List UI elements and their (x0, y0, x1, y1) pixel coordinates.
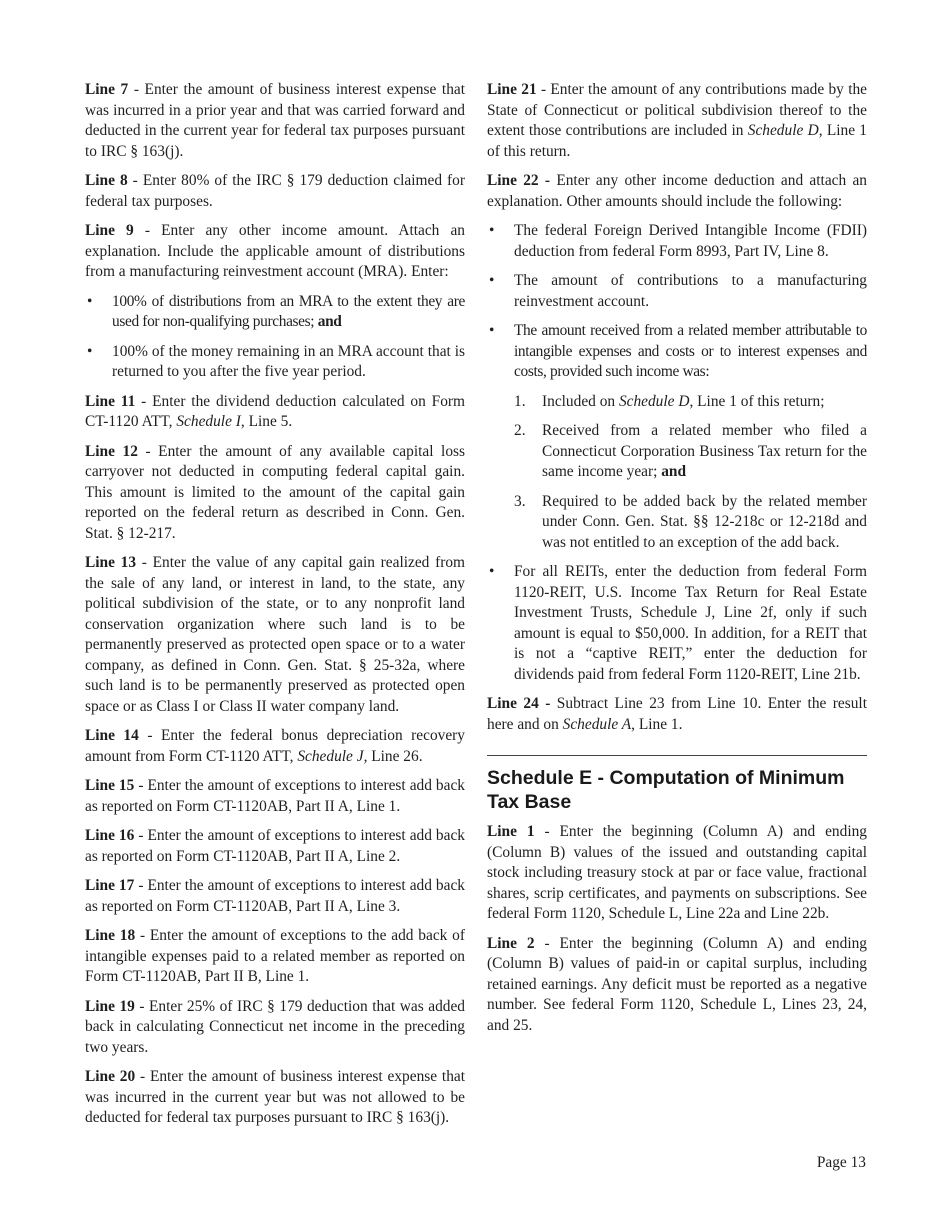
schedule-e-line-2-instruction: Line 2 - Enter the beginning (Column A) and ending (Column B) values of paid-in or capital surplus, including retained earnings. Any deficit must be reported as a negative number. See federal Form 1120, Schedule L, Lines 23, 24, and 25. (487, 934, 867, 1034)
numbered-item: 2. Received from a related member who filed a Connecticut Corporation Business Tax return for the same income year; and (514, 422, 867, 480)
schedule-e-line-1-instruction: Line 1 - Enter the beginning (Column A) and ending (Column B) values of the issued and outstanding capital stock including treasury stock at par or face value, fractional shares, scrip certificates, and payments on subscriptions. See federal Form 1120, Schedule L, Line 22a and Line 22b. (487, 823, 867, 922)
line-14-instruction: Line 14 - Enter the federal bonus depreciation recovery amount from Form CT-1120 ATT, Schedule J, Line 26. (85, 727, 465, 765)
numbered-item: 3. Required to be added back by the related member under Conn. Gen. Stat. §§ 12-218c or 12-218d and was not entitled to an exception of the add back. (514, 492, 867, 551)
line-20-instruction: Line 20 - Enter the amount of business interest expense that was incurred in the current year but was not allowed to be deducted for federal tax purposes pursuant to IRC § 163(j). (85, 1068, 465, 1126)
right-column (487, 80, 867, 1045)
list-item: • The amount of contributions to a manufacturing reinvestment account. (487, 271, 867, 312)
schedule-e-heading: Schedule E - Computation of Minimum Tax Base (487, 767, 845, 813)
line-9-instruction: Line 9 - Enter any other income amount. Attach an explanation. Include the applicable amount of distributions from a manufacturing reinvestment account (MRA). Enter: (85, 222, 465, 280)
line-11-instruction: Line 11 - Enter the dividend deduction calculated on Form CT-1120 ATT, Schedule I, Line 5. (85, 392, 465, 430)
section-divider (487, 755, 867, 756)
line-22-numbered-list (487, 392, 867, 554)
line-21-instruction: Line 21 - Enter the amount of any contributions made by the State of Connecticut or political subdivision thereof to the extent those contributions are included in Schedule D, Line 1 of this return. (487, 81, 868, 160)
line-24-instruction: Line 24 - Subtract Line 23 from Line 10. Enter the result here and on Schedule A, Line 1. (487, 695, 867, 733)
left-column (85, 80, 465, 1138)
line-9-bullet-list (85, 292, 465, 383)
list-item: • For all REITs, enter the deduction from federal Form 1120-REIT, U.S. Income Tax Return for Real Estate Investment Trusts, Schedule J, Line 2f, only if such amount is equal to $50,000. In addition, for a REIT that is not a “captive REIT,” enter the deduction for dividends paid from federal Form 1120-REIT, Line 21b. (487, 562, 867, 685)
list-item: • The amount received from a related member attributable to intangible expenses and costs or to interest expenses and costs, provided such income was: (487, 321, 867, 383)
line-15-instruction: Line 15 - Enter the amount of exceptions to interest add back as reported on Form CT-1120AB, Part II A, Line 1. (85, 777, 465, 815)
list-item: • The federal Foreign Derived Intangible Income (FDII) deduction from federal Form 8993, Part IV, Line 8. (487, 221, 867, 262)
line-17-instruction: Line 17 - Enter the amount of exceptions to interest add back as reported on Form CT-1120AB, Part II A, Line 3. (85, 877, 465, 915)
numbered-item: 1. Included on Schedule D, Line 1 of this return; (514, 392, 825, 410)
line-19-instruction: Line 19 - Enter 25% of IRC § 179 deduction that was added back in calculating Connecticut net income in the preceding two years. (85, 997, 466, 1056)
list-item: • 100% of the money remaining in an MRA account that is returned to you after the five year period. (85, 342, 465, 383)
list-item: • 100% of distributions from an MRA to the extent they are used for non-qualifying purchases; and (85, 292, 465, 333)
line-8-instruction: Line 8 - Enter 80% of the IRC § 179 deduction claimed for federal tax purposes. (85, 172, 465, 210)
line-13-instruction: Line 13 - Enter the value of any capital gain realized from the sale of any land, or interest in land, to the state, any political subdivision of the state, or to any nonprofit land conservation organization where such land is to be permanently preserved as protected open space or to a water company, as defined in Conn. Gen. Stat. § 25-32a, where such land is to be permanently preserved as protected open space or as Class I or Class II water company land. (85, 554, 466, 715)
line-16-instruction: Line 16 - Enter the amount of exceptions to interest add back as reported on Form CT-1120AB, Part II A, Line 2. (85, 827, 465, 865)
line-22-instruction: Line 22 - Enter any other income deduction and attach an explanation. Other amounts should include the following: (487, 172, 867, 210)
page-number: Page 13 (816, 1154, 866, 1171)
line-18-instruction: Line 18 - Enter the amount of exceptions to the add back of intangible expenses paid to a related member as reported on Form CT-1120AB, Part II B, Line 1. (85, 927, 465, 985)
line-22-reit-bullet (487, 562, 867, 685)
line-22-bullet-list (487, 221, 867, 383)
line-12-instruction: Line 12 - Enter the amount of any available capital loss carryover not deducted in computing federal capital gain. This amount is limited to the amount of the capital gain reported on the federal return as described in Conn. Gen. Stat. § 12-217. (85, 442, 466, 542)
line-7-instruction: Line 7 - Enter the amount of business interest expense that was incurred in a prior year and that was carried forward and deducted in the current year for federal tax purposes pursuant to IRC § 163(j). (85, 81, 465, 160)
